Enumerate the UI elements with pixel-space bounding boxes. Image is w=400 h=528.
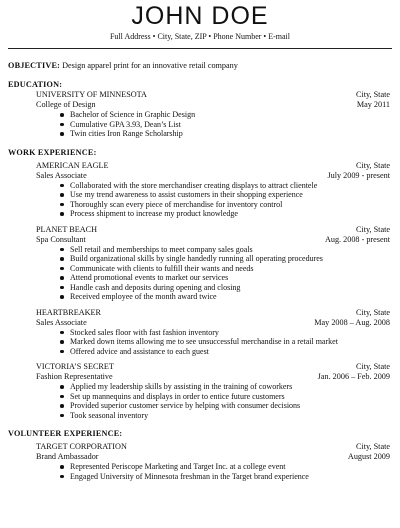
bullet-item: Applied my leadership skills by assisting in the training of coworkers [60, 382, 390, 392]
bullet-item: Sell retail and memberships to meet company sales goals [60, 245, 390, 255]
bullet-item: Represented Periscope Marketing and Target Inc. at a college event [60, 462, 390, 472]
entry-role: Sales Associate [36, 170, 87, 180]
entry-role: Sales Associate [36, 317, 87, 327]
entry-location: City, State [355, 224, 390, 234]
entry-role: Brand Ambassador [36, 452, 99, 461]
entry-location: City, State [355, 307, 390, 317]
work-entry-american-eagle [36, 161, 390, 219]
bullet-item: Twin cities Iron Range Scholarship [60, 129, 390, 139]
bullet-item: Stocked sales floor with fast fashion inventory [60, 328, 390, 338]
bullet-item: Engaged University of Minnesota freshman in the Target brand experience [60, 472, 390, 482]
bullet-item: Offered advice and assistance to each guest [60, 347, 390, 357]
entry-dates: August 2009 [347, 452, 390, 461]
bullet-item: Communicate with clients to fulfill their wants and needs [60, 264, 390, 274]
bullet-item: Process shipment to increase my product knowledge [60, 209, 390, 219]
entry-role: Spa Consultant [36, 234, 86, 244]
bullet-item: Build organizational skills by single handedly running all operating procedures [60, 254, 390, 264]
bullet-item: Received employee of the month award twice [60, 292, 390, 302]
entry-bullets [36, 110, 390, 139]
bullet-item: Collaborated with the store merchandiser creating displays to attract clientele [60, 181, 390, 191]
entry-org: AMERICAN EAGLE [36, 160, 109, 170]
entry-dates: May 2011 [356, 100, 390, 109]
objective-section [8, 60, 392, 71]
bullet-item: Bachelor of Science in Graphic Design [60, 110, 390, 120]
education-entry [36, 90, 390, 139]
entry-location: City, State [355, 90, 390, 99]
entry-location: City, State [355, 160, 390, 170]
bullet-item: Handle cash and deposits during opening and closing [60, 283, 390, 293]
resume-name: JOHN DOE [131, 2, 269, 30]
work-entry-planet-beach [36, 225, 390, 302]
entry-dates: May 2008 – Aug. 2008 [314, 317, 390, 327]
entry-org: UNIVERSITY OF MINNESOTA [36, 90, 147, 99]
bullet-item: Thoroughly scan every piece of merchandise for inventory control [60, 200, 390, 210]
work-experience-heading: WORK EXPERIENCE: [8, 147, 97, 157]
bullet-item: Took seasonal inventory [60, 411, 390, 421]
entry-dates: July 2009 - present [327, 170, 390, 180]
bullet-item: Provided superior customer service by helping with consumer decisions [60, 401, 390, 411]
entry-org: TARGET CORPORATION [36, 442, 127, 451]
entry-bullets [36, 181, 390, 219]
work-entry-heartbreaker [36, 308, 390, 357]
entry-org: VICTORIA’S SECRET [36, 362, 114, 371]
entry-org: HEARTBREAKER [36, 307, 102, 317]
entry-org: PLANET BEACH [36, 224, 98, 234]
objective-label: OBJECTIVE: [8, 61, 61, 70]
bullet-item: Set up mannequins and displays in order to entice future customers [60, 392, 390, 402]
entry-location: City, State [355, 362, 390, 371]
volunteer-experience-heading: VOLUNTEER EXPERIENCE: [8, 429, 123, 438]
work-entry-victorias-secret [36, 362, 390, 420]
education-heading: EDUCATION: [8, 80, 63, 89]
entry-bullets [36, 382, 390, 420]
header-divider [8, 48, 392, 49]
entry-bullets [36, 245, 390, 302]
contact-line: Full Address • City, State, ZIP • Phone Number • E-mail [109, 32, 291, 41]
volunteer-entry-target [36, 442, 390, 481]
entry-role: College of Design [36, 100, 96, 109]
entry-bullets [36, 328, 390, 357]
bullet-item: Cumulative GPA 3.93, Dean’s List [60, 120, 390, 130]
entry-bullets [36, 462, 390, 481]
objective-text: Design apparel print for an innovative retail company [60, 61, 238, 70]
entry-dates: Jan. 2006 – Feb. 2009 [317, 372, 390, 381]
bullet-item: Attend promotional events to market our services [60, 273, 390, 283]
entry-location: City, State [355, 442, 390, 451]
entry-dates: Aug. 2008 - present [324, 234, 390, 244]
bullet-item: Marked down items allowing me to see unsuccessful merchandise in a retail market [60, 337, 390, 347]
bullet-item: Use my trend awareness to assist customers in their shopping experience [60, 190, 390, 200]
entry-role: Fashion Representative [36, 372, 113, 381]
